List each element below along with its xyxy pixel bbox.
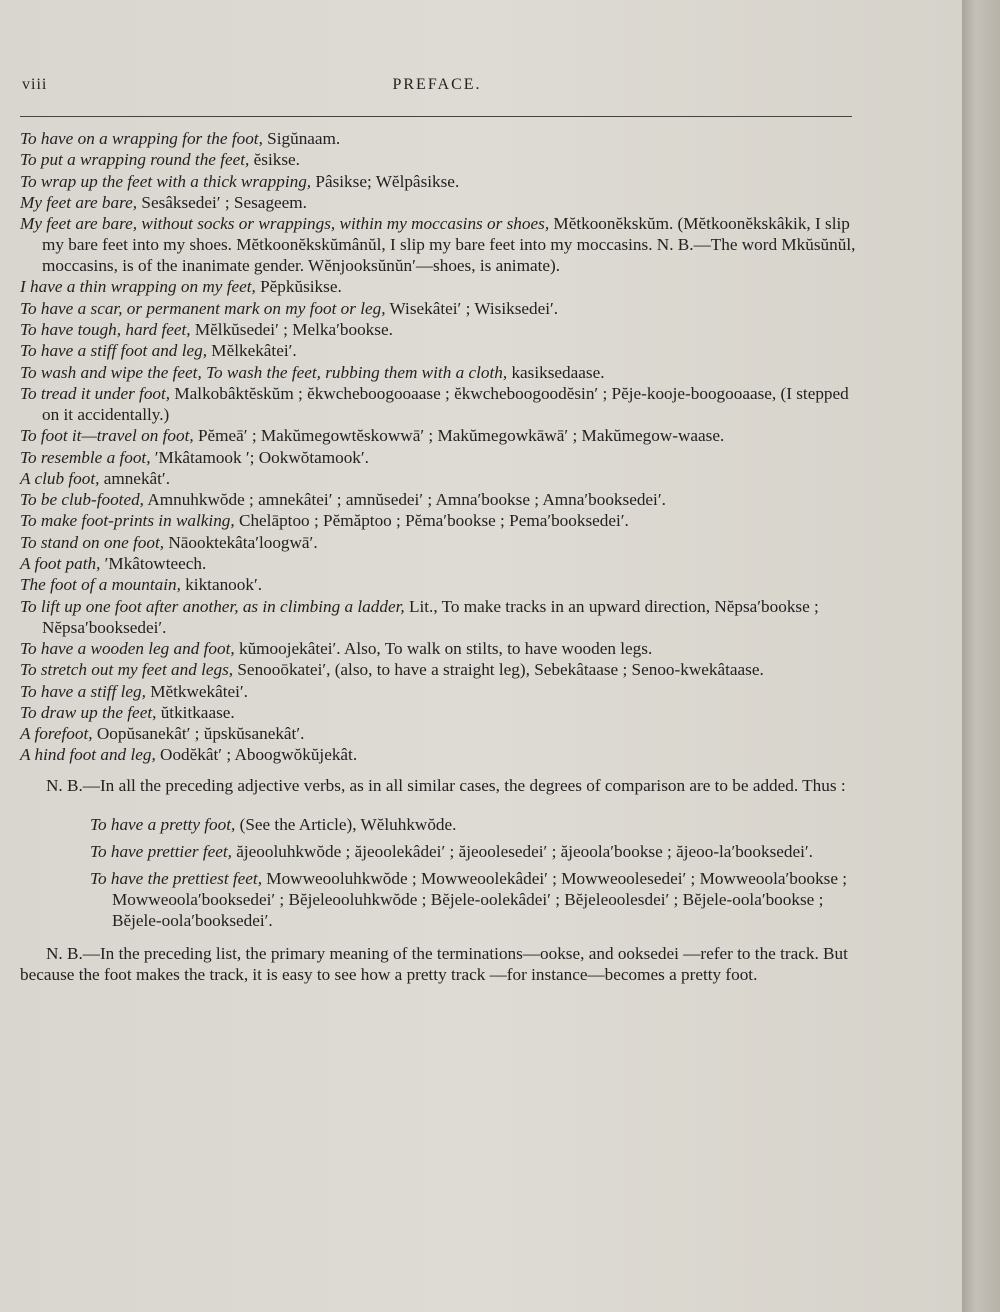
native-term: Oodĕkât′ ; Aboogwŏkŭjekât.	[155, 745, 358, 765]
dictionary-entry	[20, 596, 866, 638]
native-term: ′Mkâtamook ′; Ookwŏtamook′.	[150, 447, 369, 467]
native-term: Oopŭsanekât′ ; ŭpskŭsanekât′.	[92, 724, 305, 744]
native-term: Lit., To make tracks in an upward direction, Nĕpsa′bookse ; Nĕpsa′booksedei′.	[42, 596, 819, 637]
dictionary-entry	[20, 149, 866, 170]
dictionary-entry	[20, 723, 866, 744]
dictionary-entry	[20, 744, 866, 765]
native-term: Mĕtkoonĕkskŭm. (Mĕtkoonĕkskâkik, I slip my bare feet into my shoes. Mĕtkoonĕkskŭmânŭl, I slip my bare feet into my moccasins. N. B.—The word Mkŭsŭnŭl, moccasins, is of the inanimate gender. Wĕnjooksŭnŭn′—shoes, is animate).	[42, 214, 856, 276]
dictionary-entry	[20, 128, 866, 149]
native-term: Sigŭnaam.	[262, 129, 341, 148]
english-phrase: To lift up one foot after another, as in climbing a ladder,	[20, 596, 405, 616]
note-paragraph: N. B.—In all the preceding adjective verbs, as in all similar cases, the degrees of comparison are to be added. Thus :	[46, 776, 846, 796]
dictionary-entry	[90, 814, 866, 835]
native-term: Pĕmeā′ ; Makŭmegowtĕskowwā′ ; Makŭmegowkāwā′ ; Makŭmegow-waase.	[193, 426, 725, 446]
running-head: PREFACE.	[392, 76, 482, 93]
dictionary-entry	[20, 638, 866, 659]
dictionary-entry	[20, 489, 866, 510]
english-phrase: A hind foot and leg,	[20, 745, 156, 765]
native-term: kŭmoojekâtei′. Also, To walk on stilts, to have wooden legs.	[234, 638, 653, 658]
english-phrase: My feet are bare,	[20, 192, 138, 212]
native-term: Pâsikse; Wĕlpâsikse.	[311, 171, 460, 191]
native-term: ăjeooluhkwŏde ; ăjeoolekâdei′ ; ăjeoolesedei′ ; ăjeoola′bookse ; ăjeoo-la′booksedei′.	[231, 841, 813, 861]
native-term: Mĕlkŭsedei′ ; Melka′bookse.	[190, 320, 393, 340]
english-phrase: To draw up the feet,	[20, 702, 157, 722]
english-phrase: To have a stiff foot and leg,	[20, 341, 207, 361]
dictionary-entry	[20, 171, 866, 192]
entry-list	[20, 128, 866, 765]
english-phrase: To foot it—travel on foot,	[20, 426, 194, 446]
dictionary-entry	[20, 298, 866, 319]
english-phrase: To resemble a foot,	[20, 447, 151, 467]
native-term: Senooōkatei′, (also, to have a straight leg), Sebekâtaase ; Senoo-kwekâtaase.	[233, 660, 764, 680]
english-phrase: To put a wrapping round the feet,	[20, 150, 250, 170]
english-phrase: To be club-footed,	[20, 490, 144, 510]
english-phrase: To have tough, hard feet,	[20, 320, 191, 340]
english-phrase: To stand on one foot,	[20, 532, 165, 552]
english-phrase: I have a thin wrapping on my feet,	[20, 277, 256, 297]
dictionary-entry	[20, 383, 866, 425]
dictionary-entry	[20, 553, 866, 574]
english-phrase: To have a pretty foot,	[90, 814, 236, 834]
dictionary-entry	[20, 362, 866, 383]
dictionary-entry	[20, 468, 866, 489]
dictionary-entry	[20, 213, 866, 276]
native-term: Pĕpkŭsikse.	[255, 277, 342, 297]
native-term: ĕsikse.	[249, 150, 300, 170]
page-edge	[962, 0, 1000, 1312]
native-term: Sesâksedei′ ; Sesageem.	[137, 192, 307, 212]
dictionary-entry	[20, 319, 866, 340]
dictionary-entry	[20, 574, 866, 595]
dictionary-entry	[20, 659, 866, 680]
native-term: Malkobâktĕskŭm ; ĕkwcheboogooaase ; ĕkwcheboogoodĕsin′ ; Pĕje-kooje-boogooaase, (I stepped on it accidentally.)	[42, 383, 849, 424]
english-phrase: To make foot-prints in walking,	[20, 511, 235, 531]
page-number: viii	[22, 76, 48, 93]
page-body	[20, 128, 866, 1002]
page-header	[22, 76, 852, 100]
english-phrase: To wrap up the feet with a thick wrapping,	[20, 171, 312, 191]
native-term: ′Mkâtowteech.	[100, 554, 207, 574]
native-term: Nāooktekâta′loogwā′.	[164, 532, 318, 552]
dictionary-entry	[20, 702, 866, 723]
dictionary-entry	[20, 681, 866, 702]
english-phrase: A forefoot,	[20, 724, 93, 744]
native-term: (See the Article), Wĕluhkwŏde.	[235, 814, 457, 834]
english-phrase: To wash and wipe the feet, To wash the feet, rubbing them with a cloth,	[20, 362, 508, 382]
native-term: Mowweooluhkwŏde ; Mowweoolekâdei′ ; Mowweoolesedei′ ; Mowweoola′bookse ; Mowweoola′booksedei′ ; Bĕjeleooluhkwŏde ; Bĕjele-oolekâdei′ ; Bĕjeleoolesdei′ ; Bĕjele-oola′bookse ; Bĕjele-oola′booksedei′.	[112, 868, 848, 930]
native-term: kasiksedaase.	[507, 362, 605, 382]
english-phrase: To have a wooden leg and foot,	[20, 638, 235, 658]
native-term: amnekât′.	[99, 468, 170, 488]
dictionary-entry	[20, 192, 866, 213]
dictionary-entry	[90, 841, 866, 862]
native-term: Mĕtkwekâtei′.	[145, 681, 248, 701]
english-phrase: A foot path,	[20, 554, 101, 574]
native-term: kiktanook′.	[180, 575, 263, 595]
english-phrase: To have the prettiest feet,	[90, 868, 262, 888]
comparison-examples	[20, 814, 866, 931]
english-phrase: A club foot,	[20, 468, 100, 488]
english-phrase: To have prettier feet,	[90, 841, 232, 861]
dictionary-entry	[20, 425, 866, 446]
dictionary-entry	[20, 532, 866, 553]
native-term: Amnuhkwŏde ; amnekâtei′ ; amnŭsedei′ ; Amna′bookse ; Amna′booksedei′.	[143, 490, 666, 510]
native-term: Mĕlkekâtei′.	[207, 341, 297, 361]
dictionary-entry	[20, 447, 866, 468]
dictionary-entry	[20, 276, 866, 297]
english-phrase: To have a scar, or permanent mark on my foot or leg,	[20, 298, 386, 318]
english-phrase: To have a stiff leg,	[20, 681, 146, 701]
native-term: Wisekâtei′ ; Wisiksedei′.	[385, 298, 559, 318]
english-phrase: To have on a wrapping for the foot,	[20, 129, 263, 148]
english-phrase: The foot of a mountain,	[20, 575, 181, 595]
closing-note: N. B.—In the preceding list, the primary meaning of the terminations—ookse, and ooksedei —refer to the track. But because the foot makes the track, it is easy to see how a pretty track —for instance—becomes a pretty foot.	[20, 943, 848, 984]
dictionary-entry	[20, 510, 866, 531]
dictionary-entry	[20, 340, 866, 361]
english-phrase: To stretch out my feet and legs,	[20, 660, 234, 680]
english-phrase: My feet are bare, without socks or wrappings, within my moccasins or shoes,	[20, 214, 550, 234]
native-term: ŭtkitkaase.	[156, 702, 235, 722]
dictionary-entry	[90, 868, 866, 931]
native-term: Chelāptoo ; Pĕmăptoo ; Pĕma′bookse ; Pema′booksedei′.	[234, 511, 629, 531]
english-phrase: To tread it under foot,	[20, 383, 171, 403]
header-rule	[20, 116, 852, 117]
